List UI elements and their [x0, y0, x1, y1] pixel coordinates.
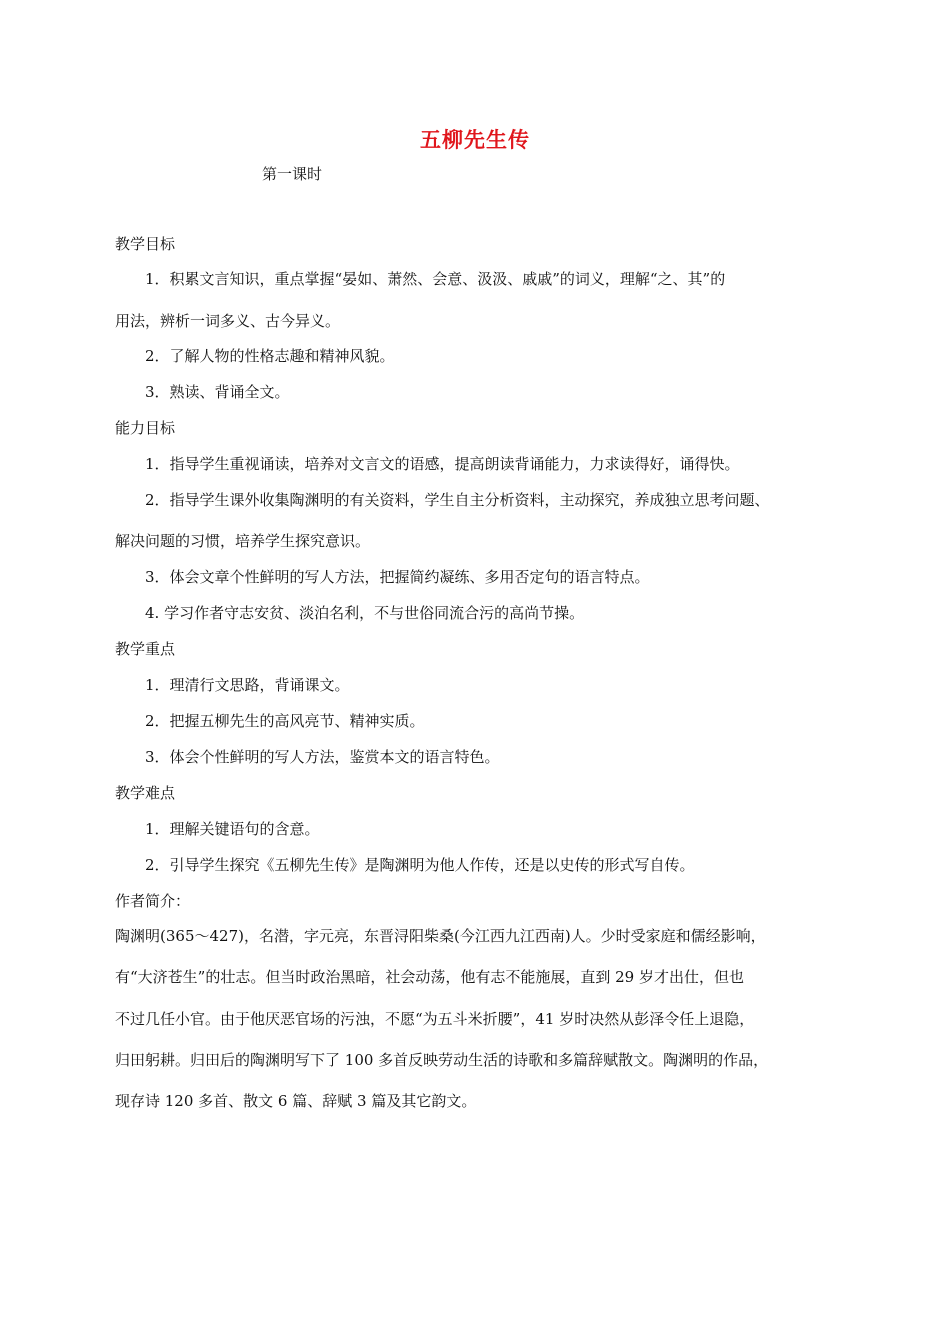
author-bio-line-1: 陶渊明(365～427)，名潜，字元亮，东晋浔阳柴桑(今江西九江西南)人。少时受家庭和儒经影响，: [115, 927, 766, 945]
key-point-3: 3．体会个性鲜明的写人方法，鉴赏本文的语言特色。: [145, 748, 500, 766]
ability-goal-1: 1．指导学生重视诵读，培养对文言文的语感，提高朗读背诵能力，力求读得好，诵得快。: [145, 455, 740, 473]
ability-goal-4: 4. 学习作者守志安贫、淡泊名利，不与世俗同流合污的高尚节操。: [145, 604, 585, 622]
section-heading-ability-goals: 能力目标: [115, 419, 176, 437]
teaching-goal-1-cont: 用法，辨析一词多义、古今异义。: [115, 312, 341, 330]
author-bio-line-4: 归田躬耕。归田后的陶渊明写下了 100 多首反映劳动生活的诗歌和多篇辞赋散文。陶渊明的作品，: [115, 1051, 769, 1069]
section-heading-difficult-points: 教学难点: [115, 784, 176, 802]
lesson-period: 第一课时: [262, 165, 323, 183]
difficult-point-1: 1．理解关键语句的含意。: [145, 820, 320, 838]
teaching-goal-1: 1．积累文言知识，重点掌握“晏如、萧然、会意、汲汲、戚戚”的词义，理解“之、其”的: [145, 270, 726, 288]
key-point-1: 1．理清行文思路，背诵课文。: [145, 676, 350, 694]
page-title: 五柳先生传: [420, 128, 530, 152]
author-bio-line-3: 不过几任小官。由于他厌恶官场的污浊，不愿“为五斗米折腰”，41 岁时决然从彭泽令任上退隐，: [115, 1010, 755, 1028]
key-point-2: 2．把握五柳先生的高风亮节、精神实质。: [145, 712, 425, 730]
ability-goal-2: 2．指导学生课外收集陶渊明的有关资料，学生自主分析资料，主动探究，养成独立思考问题、: [145, 491, 770, 509]
difficult-point-2: 2．引导学生探究《五柳先生传》是陶渊明为他人作传，还是以史传的形式写自传。: [145, 856, 695, 874]
teaching-goal-2: 2．了解人物的性格志趣和精神风貌。: [145, 347, 395, 365]
author-bio-line-2: 有“大济苍生”的壮志。但当时政治黑暗，社会动荡，他有志不能施展，直到 29 岁才出仕，但也: [115, 968, 744, 986]
section-heading-key-points: 教学重点: [115, 640, 176, 658]
teaching-goal-3: 3．熟读、背诵全文。: [145, 383, 290, 401]
ability-goal-3: 3．体会文章个性鲜明的写人方法，把握简约凝练、多用否定句的语言特点。: [145, 568, 650, 586]
author-bio-line-5: 现存诗 120 多首、散文 6 篇、辞赋 3 篇及其它韵文。: [115, 1092, 477, 1110]
section-heading-teaching-goals: 教学目标: [115, 235, 176, 253]
ability-goal-2-cont: 解决问题的习惯，培养学生探究意识。: [115, 532, 371, 550]
section-heading-author: 作者简介：: [115, 892, 191, 910]
